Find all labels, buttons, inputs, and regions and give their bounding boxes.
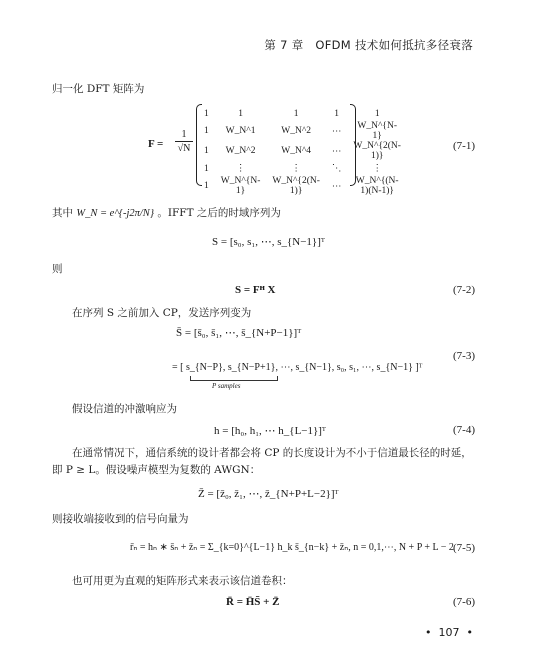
eq-7-5: r̄ₙ = hₙ ∗ s̄ₙ + z̄ₙ = Σ_{k=0}^{L−1} h_k s̄_{n−k} + z̄ₙ, n = 0,1,⋯, N + P + L − 2 xyxy=(130,542,454,553)
fraction-numerator: 1 xyxy=(175,128,193,142)
paragraph-cp-length-2: 即 P ≥ L。假设噪声模型为复数的 AWGN： xyxy=(52,464,261,476)
paragraph-channel: 假设信道的冲激响应为 xyxy=(72,403,177,415)
underbrace xyxy=(190,376,278,381)
matrix-row xyxy=(198,161,407,176)
matrix-cell: 1 xyxy=(293,108,299,119)
matrix-F-symbol: F = xyxy=(148,138,164,150)
page-number-bullet-left: • xyxy=(425,626,439,639)
eq-7-1-label: (7-1) xyxy=(453,140,475,152)
matrix-cell: 1 xyxy=(204,126,209,136)
matrix-cell: ⋮ xyxy=(291,164,301,174)
matrix-cell: W_N^{N-1} xyxy=(357,121,397,141)
matrix-cell: 1 xyxy=(204,181,209,191)
chapter-title: OFDM 技术如何抵抗多径衰落 xyxy=(315,38,473,52)
eq-7-1-fraction xyxy=(175,128,193,155)
matrix-row xyxy=(198,106,407,121)
matrix-row xyxy=(198,176,407,196)
ifft-sentence: 。IFFT 之后的时域序列为 xyxy=(157,207,281,219)
matrix-cell: W_N^1 xyxy=(225,126,256,136)
matrix-cell: 1 xyxy=(334,108,340,119)
matrix-cell: ⋯ xyxy=(331,181,342,192)
eq-7-2: S = Fᴴ X xyxy=(235,284,276,296)
matrix-cell: W_N^{2(N-1)} xyxy=(272,176,320,196)
page-number xyxy=(425,626,473,639)
eq-noise-vector: Z̄ = [z̄₀, z̄₁, ⋯, z̄_{N+P+L−2}]ᵀ xyxy=(198,488,339,500)
matrix-cell: 1 xyxy=(204,108,209,119)
page-number-value: 107 xyxy=(438,626,460,639)
matrix-cell: W_N^2 xyxy=(225,146,256,156)
matrix-cell: W_N^{2(N-1)} xyxy=(353,141,401,161)
paragraph-received: 则接收端接收到的信号向量为 xyxy=(52,513,189,525)
matrix-cell: W_N^4 xyxy=(281,146,312,156)
eq-s-vector: S = [s₀, s₁, ⋯, s_{N−1}]ᵀ xyxy=(212,236,325,248)
paragraph-cp: 在序列 S 之前加入 CP，发送序列变为 xyxy=(72,307,252,319)
matrix-cell: ⋮ xyxy=(235,164,246,174)
wn-definition: W_N = e^{-j2π/N} xyxy=(76,208,155,219)
eq-7-3-line1: S̄ = [s̄₀, s̄₁, ⋯, s̄_{N+P−1}]ᵀ xyxy=(176,327,302,339)
paragraph-where xyxy=(52,206,281,221)
running-header xyxy=(264,37,473,53)
where-prefix: 其中 xyxy=(52,207,73,219)
matrix-cell: 1 xyxy=(204,163,209,174)
matrix-row xyxy=(198,141,407,161)
paragraph-dft-intro: 归一化 DFT 矩阵为 xyxy=(52,83,145,95)
eq-7-4: h = [h₀, h₁, ⋯ h_{L−1}]ᵀ xyxy=(214,425,326,437)
eq-7-4-label: (7-4) xyxy=(453,424,475,436)
eq-7-6: R̄ = H̄S̄ + Z̄ xyxy=(226,596,280,608)
matrix-cell: W_N^{N-1} xyxy=(220,176,261,196)
paragraph-then: 则 xyxy=(52,263,63,275)
eq-7-1-lhs xyxy=(148,138,163,150)
underbrace-label: P samples xyxy=(212,382,241,390)
paragraph-cp-length-1: 在通常情况下，通信系统的设计者都会将 CP 的长度设计为不小于信道最长径的时延， xyxy=(72,447,472,459)
chapter-number: 第 7 章 xyxy=(264,38,304,52)
dft-matrix xyxy=(196,104,401,196)
matrix-cell: 1 xyxy=(204,146,209,156)
eq-7-3-line2: = [ s_{N−P}, s_{N−P+1}, ⋯, s_{N−1}, s₀, s₁, ⋯, s_{N−1} ]ᵀ xyxy=(172,362,423,373)
matrix-cell: W_N^{(N-1)(N-1)} xyxy=(355,176,399,196)
fraction-denominator: √N xyxy=(177,143,191,154)
matrix-cell: ⋱ xyxy=(331,164,342,174)
matrix-cell: W_N^2 xyxy=(281,126,312,136)
matrix-entries xyxy=(198,106,407,196)
eq-7-2-label: (7-2) xyxy=(453,284,475,296)
matrix-cell: 1 xyxy=(374,108,380,119)
eq-7-3-label: (7-3) xyxy=(453,350,475,362)
page-number-bullet-right: • xyxy=(459,626,473,639)
matrix-cell: ⋯ xyxy=(331,126,342,137)
eq-7-5-label: (7-5) xyxy=(453,542,475,554)
paragraph-matrix-form: 也可用更为直观的矩阵形式来表示该信道卷积： xyxy=(72,575,293,587)
matrix-cell: 1 xyxy=(238,108,243,119)
matrix-row xyxy=(198,121,407,141)
eq-7-6-label: (7-6) xyxy=(453,596,475,608)
matrix-cell: ⋯ xyxy=(331,146,342,157)
matrix-cell: ⋮ xyxy=(372,164,382,174)
